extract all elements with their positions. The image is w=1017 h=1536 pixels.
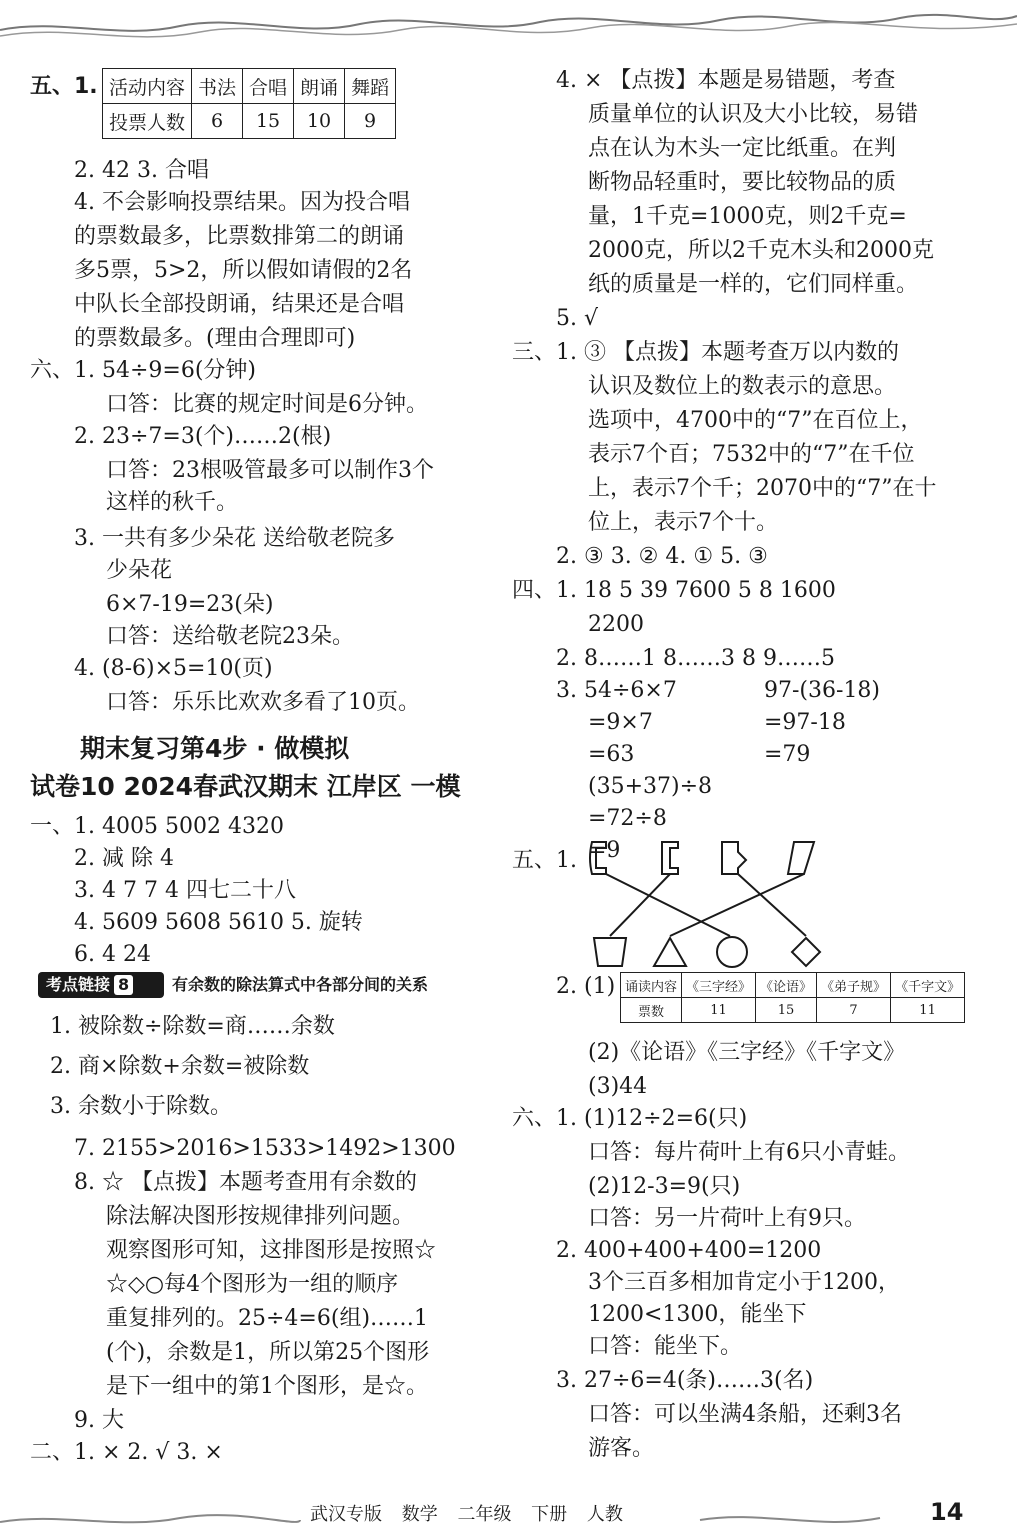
answer-line: 2200 bbox=[588, 612, 644, 637]
answer-line: 4. × 【点拨】本题是易错题，考查 bbox=[556, 68, 896, 93]
answer-line: 口答：23根吸管最多可以制作3个 bbox=[106, 458, 434, 483]
shape-matching-diagram bbox=[582, 838, 852, 974]
table-cell: 《弟子规》 bbox=[817, 973, 891, 998]
answer-line: 4. (8-6)×5=10(页) bbox=[74, 656, 273, 681]
answer-line: 6. 4 24 bbox=[74, 942, 151, 967]
rule-line: 1. 被除数÷除数=商……余数 bbox=[50, 1014, 335, 1039]
answer-line: (个)，余数是1，所以第25个图形 bbox=[106, 1340, 430, 1365]
answer-line: 口答：可以坐满4条船，还剩3名 bbox=[588, 1402, 902, 1427]
table-cell: 《千字文》 bbox=[891, 973, 965, 998]
answer-line: 口答：乐乐比欢欢多看了10页。 bbox=[106, 690, 420, 715]
answer-line: 口答：能坐下。 bbox=[588, 1334, 743, 1359]
calc-line: =9 bbox=[588, 838, 621, 863]
table-cell: 《三字经》 bbox=[682, 973, 756, 998]
table-cell: 15 bbox=[756, 998, 817, 1023]
answer-line: 多5票，5>2，所以假如请假的2名 bbox=[74, 258, 413, 283]
answer-line: 3个三百多相加肯定小于1200， bbox=[588, 1270, 900, 1295]
answer-line: 的票数最多，比票数排第二的朗诵 bbox=[74, 224, 405, 249]
answer-line: 2. (1) bbox=[556, 974, 616, 999]
answer-line: (2)《论语》《三字经》《千字文》 bbox=[588, 1040, 906, 1065]
calc-line: =72÷8 bbox=[588, 806, 667, 831]
calc-line: 97-(36-18) bbox=[764, 678, 881, 703]
reading-vote-table bbox=[620, 972, 965, 1023]
answer-line: 六、1. (1)12÷2=6(只) bbox=[512, 1106, 748, 1131]
answer-line: 少朵花 bbox=[106, 558, 173, 583]
table-cell: 活动内容 bbox=[103, 69, 192, 104]
answer-line: 口答：每片荷叶上有6只小青蛙。 bbox=[588, 1140, 910, 1165]
chapter-heading: 期末复习第4步 · 做模拟 bbox=[80, 734, 350, 763]
answer-line: 口答：送给敬老院23朵。 bbox=[106, 624, 354, 649]
answer-line: 六、1. 54÷9=6(分钟) bbox=[30, 358, 257, 383]
answer-line: 四、1. 18 5 39 7600 5 8 1600 bbox=[512, 578, 836, 603]
rule-line: 2. 商×除数+余数=被除数 bbox=[50, 1054, 310, 1079]
answer-line: 3. 4 7 7 4 四七二十八 bbox=[74, 878, 296, 903]
table-cell: 《论语》 bbox=[756, 973, 817, 998]
answer-line: 2. 8……1 8……3 8 9……5 bbox=[556, 646, 835, 671]
answer-line: 认识及数位上的数表示的意思。 bbox=[588, 374, 897, 399]
answer-line: 9. 大 bbox=[74, 1408, 124, 1433]
answer-line: 口答：比赛的规定时间是6分钟。 bbox=[106, 392, 428, 417]
answer-line: 一、1. 4005 5002 4320 bbox=[30, 814, 284, 839]
answer-line: (3)44 bbox=[588, 1074, 648, 1099]
calc-line: (35+37)÷8 bbox=[588, 774, 713, 799]
answer-line: 重复排列的。25÷4=6(组)……1 bbox=[106, 1306, 429, 1331]
calc-line: =63 bbox=[588, 742, 635, 767]
table-cell: 10 bbox=[294, 104, 345, 139]
calc-line: =9×7 bbox=[588, 710, 653, 735]
badge-number: 8 bbox=[114, 975, 133, 995]
table-cell: 9 bbox=[345, 104, 396, 139]
answer-line: 是下一组中的第1个图形，是☆。 bbox=[106, 1374, 428, 1399]
answer-line: 这样的秋千。 bbox=[106, 490, 239, 515]
answer-line: 位上，表示7个十。 bbox=[588, 510, 778, 535]
answer-line: 2. 减 除 4 bbox=[74, 846, 174, 871]
answer-line: 除法解决图形按规律排列问题。 bbox=[106, 1204, 415, 1229]
badge-label: 考点链接 bbox=[46, 975, 111, 994]
table-cell: 11 bbox=[891, 998, 965, 1023]
calc-line: 3. 54÷6×7 bbox=[556, 678, 677, 703]
rule-line: 3. 余数小于除数。 bbox=[50, 1094, 232, 1119]
answer-line: 点在认为木头一定比纸重。在判 bbox=[588, 136, 897, 161]
table-cell: 书法 bbox=[192, 69, 243, 104]
answer-line: 2. 42 3. 合唱 bbox=[74, 158, 209, 183]
table-cell: 投票人数 bbox=[103, 104, 192, 139]
answer-line: 3. 27÷6=4(条)……3(名) bbox=[556, 1368, 814, 1393]
table-cell: 票数 bbox=[621, 998, 682, 1023]
answer-line: 五、1. bbox=[512, 848, 577, 873]
knowledge-link-badge bbox=[38, 972, 164, 998]
answer-line: 5. √ bbox=[556, 306, 599, 331]
answer-line: ☆◇○每4个图形为一组的顺序 bbox=[106, 1272, 399, 1297]
answer-line: 3. 一共有多少朵花 送给敬老院多 bbox=[74, 526, 395, 551]
page-number: 14 bbox=[930, 1498, 964, 1526]
vote-table bbox=[102, 68, 396, 139]
top-decorative-border bbox=[0, 0, 1017, 48]
answer-line: 1200<1300，能坐下 bbox=[588, 1302, 807, 1327]
answer-line: 选项中，4700中的“7”在百位上， bbox=[588, 408, 923, 433]
answer-line: 二、1. × 2. √ 3. × bbox=[30, 1440, 223, 1465]
section-5-label: 五、1. bbox=[30, 74, 98, 99]
answer-line: 观察图形可知，这排图形是按照☆ bbox=[106, 1238, 437, 1263]
exam-title: 试卷10 2024春武汉期末 江岸区 一模 bbox=[30, 772, 461, 801]
answer-line: 2. 400+400+400=1200 bbox=[556, 1238, 822, 1263]
answer-line: 游客。 bbox=[588, 1436, 655, 1461]
answer-line: 中队长全部投朗诵，结果还是合唱 bbox=[74, 292, 405, 317]
answer-line: (2)12-3=9(只) bbox=[588, 1174, 741, 1199]
answer-line: 2000克，所以2千克木头和2000克 bbox=[588, 238, 934, 263]
answer-line: 量，1千克=1000克，则2千克= bbox=[588, 204, 907, 229]
table-cell: 诵读内容 bbox=[621, 973, 682, 998]
answer-line: 纸的质量是一样的，它们同样重。 bbox=[588, 272, 919, 297]
answer-line: 三、1. ③ 【点拨】本题考查万以内数的 bbox=[512, 340, 899, 365]
answer-line: 表示7个百；7532中的“7”在千位 bbox=[588, 442, 915, 467]
table-cell: 合唱 bbox=[243, 69, 294, 104]
answer-line: 8. ☆ 【点拨】本题考查用有余数的 bbox=[74, 1170, 417, 1195]
knowledge-link-title: 有余数的除法算式中各部分间的关系 bbox=[172, 975, 429, 994]
answer-line: 质量单位的认识及大小比较，易错 bbox=[588, 102, 919, 127]
table-cell: 6 bbox=[192, 104, 243, 139]
page-footer: 武汉专版 数学 二年级 下册 人教 bbox=[310, 1504, 623, 1525]
calc-line: =97-18 bbox=[764, 710, 846, 735]
answer-line: 7. 2155>2016>1533>1492>1300 bbox=[74, 1136, 456, 1161]
table-cell: 舞蹈 bbox=[345, 69, 396, 104]
answer-line: 4. 5609 5608 5610 5. 旋转 bbox=[74, 910, 363, 935]
table-cell: 15 bbox=[243, 104, 294, 139]
answer-line: 断物品轻重时，要比较物品的质 bbox=[588, 170, 897, 195]
calc-line: =79 bbox=[764, 742, 811, 767]
answer-line: 4. 不会影响投票结果。因为投合唱 bbox=[74, 190, 410, 215]
table-cell: 11 bbox=[682, 998, 756, 1023]
table-cell: 朗诵 bbox=[294, 69, 345, 104]
answer-line: 2. 23÷7=3(个)……2(根) bbox=[74, 424, 332, 449]
table-cell: 7 bbox=[817, 998, 891, 1023]
answer-line: 上，表示7个千；2070中的“7”在十 bbox=[588, 476, 937, 501]
answer-line: 口答：另一片荷叶上有9只。 bbox=[588, 1206, 866, 1231]
answer-line: 2. ③ 3. ② 4. ① 5. ③ bbox=[556, 544, 768, 569]
answer-line: 的票数最多。(理由合理即可) bbox=[74, 326, 356, 351]
answer-line: 6×7-19=23(朵) bbox=[106, 592, 274, 617]
